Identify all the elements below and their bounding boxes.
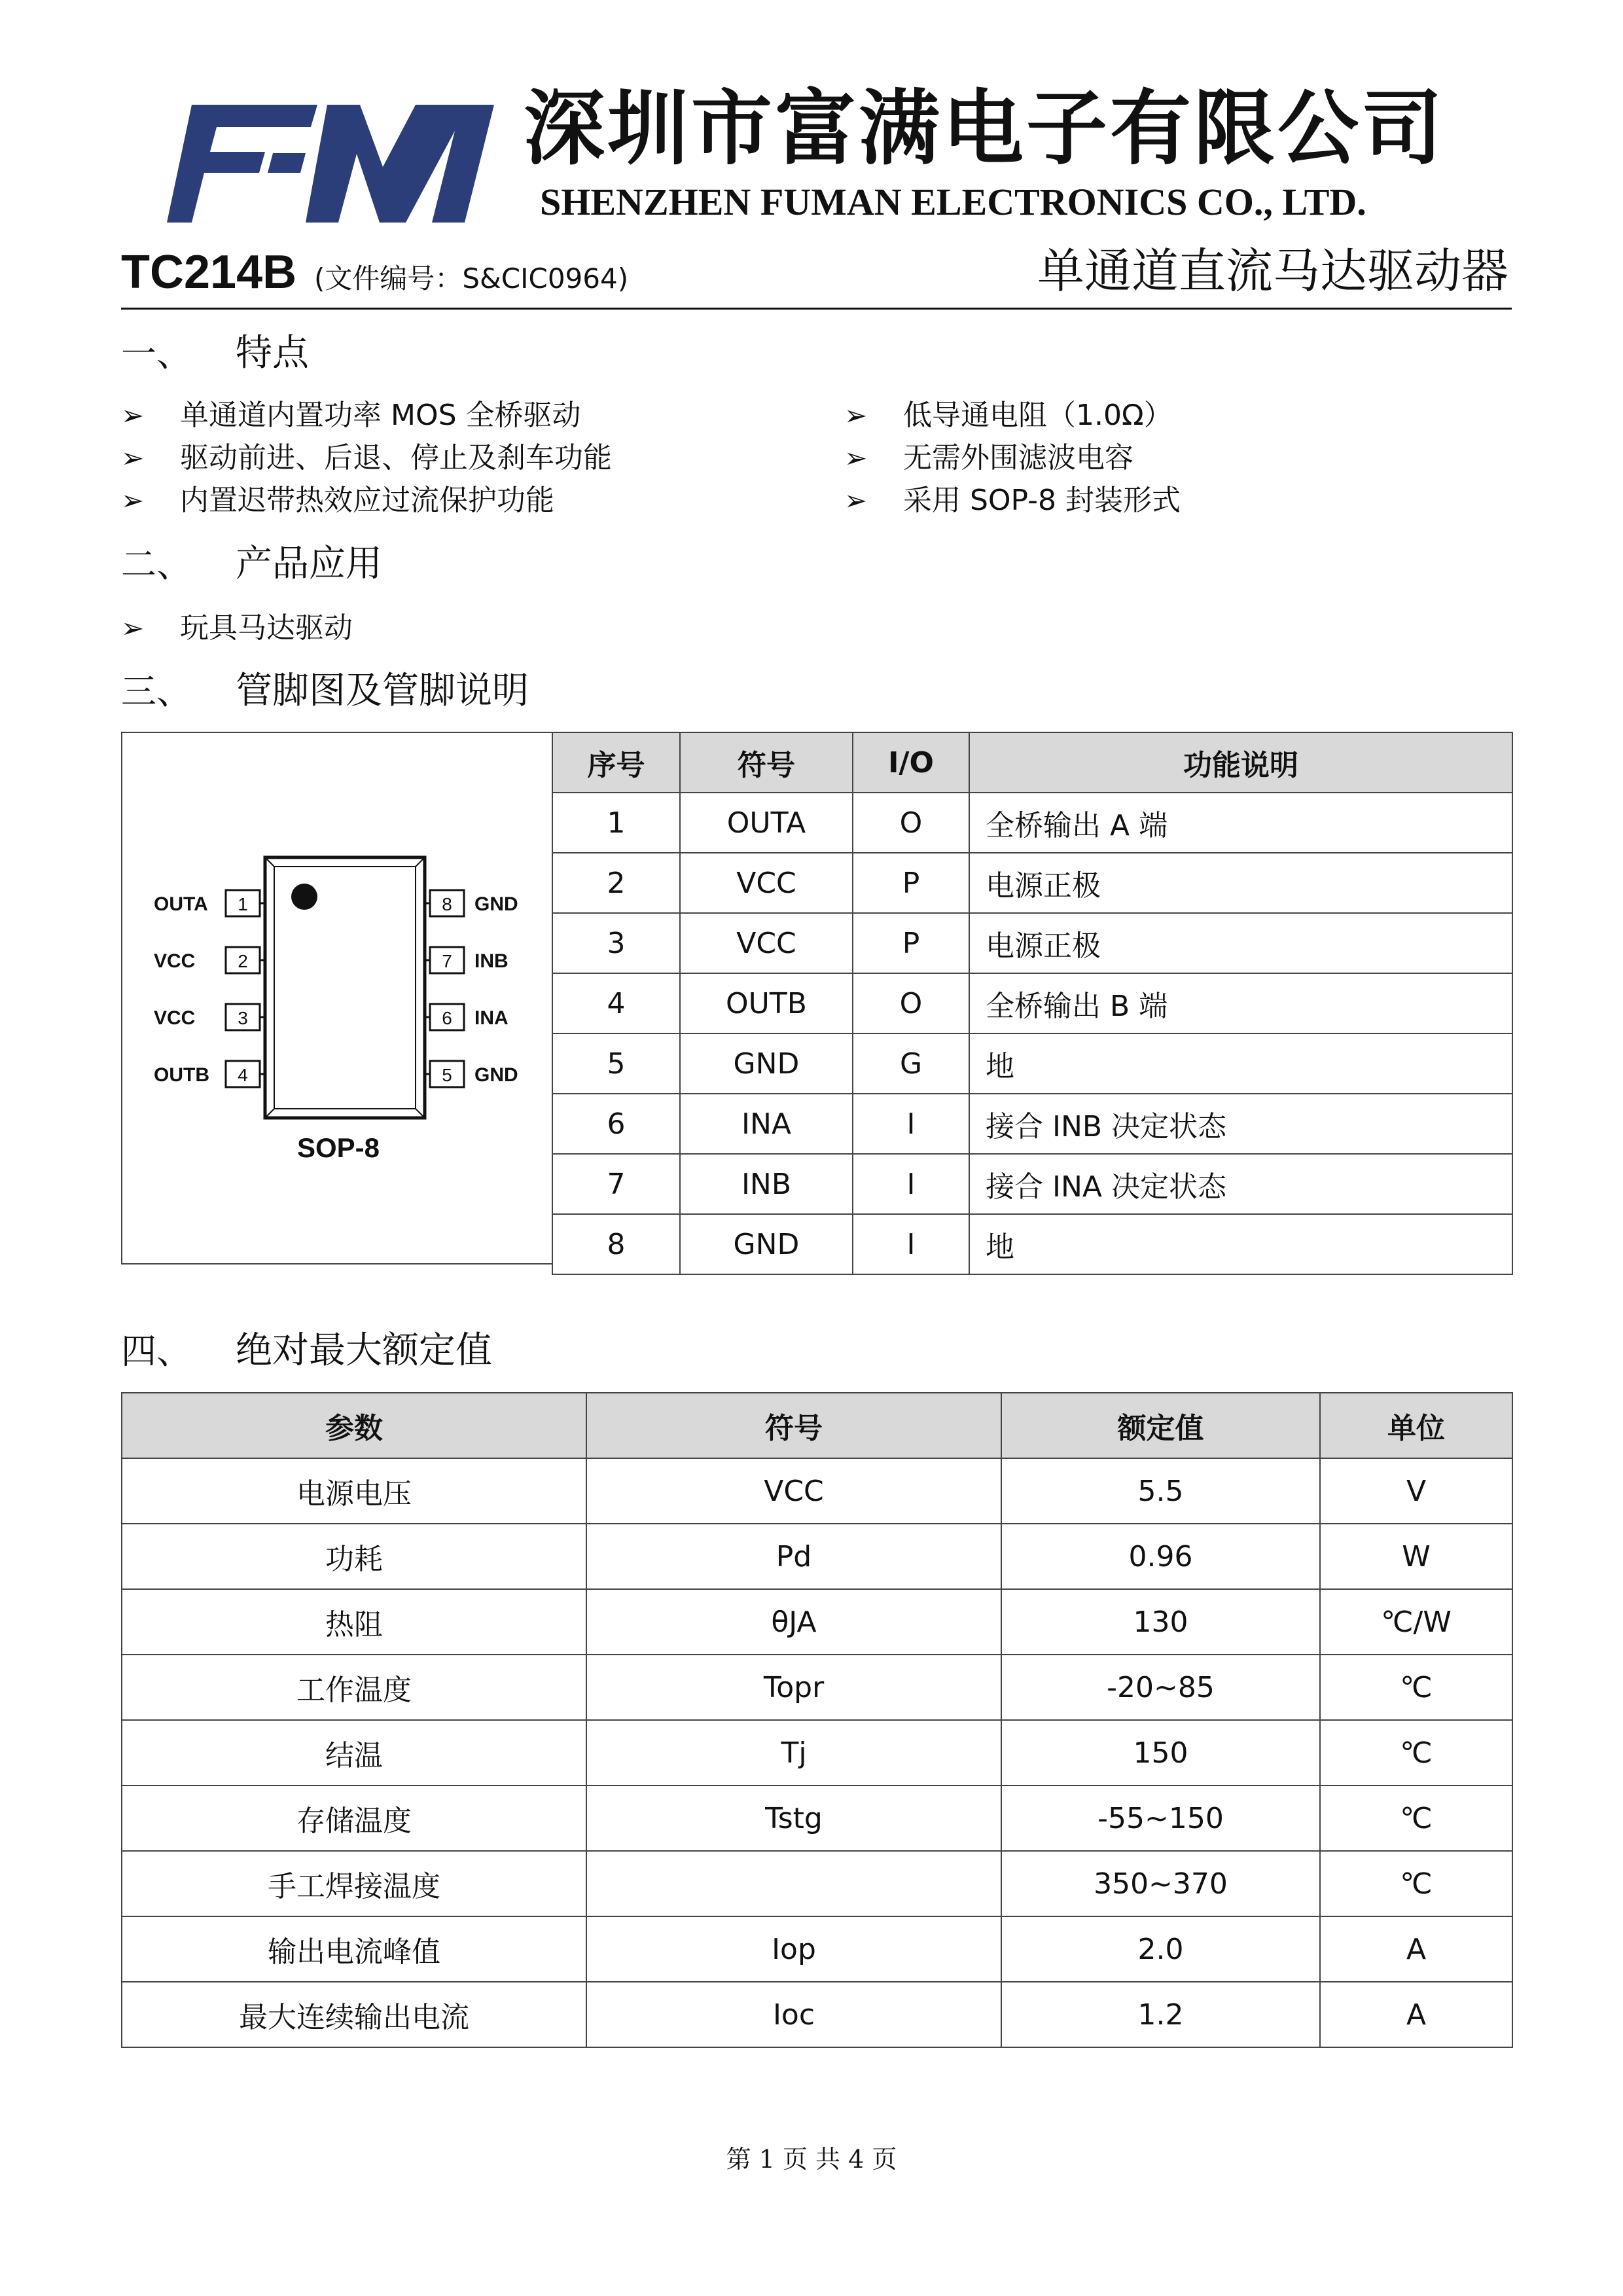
section-title-features: 特点 [236, 332, 309, 374]
pin-name: OUTB [154, 1064, 209, 1086]
pin-number: 4 [238, 1065, 248, 1085]
pin-number: 7 [442, 951, 452, 971]
pin-name: GND [474, 893, 518, 915]
table-row: 手工焊接温度 350~370 ℃ [122, 1851, 1512, 1916]
section-title-ratings: 绝对最大额定值 [236, 1329, 492, 1372]
pin-number: 6 [442, 1008, 452, 1028]
pin-number: 8 [442, 894, 452, 914]
pin-number: 5 [442, 1065, 452, 1085]
column-header: 符号 [586, 1393, 1001, 1458]
feature-item: ➢ 采用 SOP-8 封装形式 [844, 484, 1181, 517]
pin-description-table [552, 732, 1513, 1275]
table-row: 6 INA I 接合 INB 决定状态 [552, 1094, 1512, 1154]
table-row: 4 OUTB O 全桥输出 B 端 [552, 973, 1512, 1033]
table-row: 2 VCC P 电源正极 [552, 853, 1512, 913]
arrow-bullet-icon: ➢ [844, 399, 868, 431]
feature-item: ➢ 低导通电阻（1.0Ω） [844, 399, 1173, 432]
pin-name: INB [474, 950, 508, 972]
section-number: 二、 [121, 544, 192, 585]
table-row: 工作温度 Topr -20~85 ℃ [122, 1655, 1512, 1720]
table-header-row [552, 732, 1512, 793]
absolute-max-ratings-table [121, 1392, 1513, 2048]
table-row: 7 INB I 接合 INA 决定状态 [552, 1154, 1512, 1214]
table-header-row [122, 1393, 1512, 1458]
pin-name: VCC [154, 1007, 196, 1029]
pin-name: GND [474, 1064, 518, 1086]
header-divider [121, 308, 1512, 310]
sop8-pinout-diagram [122, 733, 552, 1263]
table-row: 1 OUTA O 全桥输出 A 端 [552, 793, 1512, 853]
column-header: 额定值 [1001, 1393, 1320, 1458]
arrow-bullet-icon: ➢ [844, 442, 868, 474]
table-row: 输出电流峰值 Iop 2.0 A [122, 1916, 1512, 1982]
pin-number: 2 [238, 951, 248, 971]
feature-item: ➢ 单通道内置功率 MOS 全桥驱动 [121, 399, 581, 432]
table-row: 最大连续输出电流 Ioc 1.2 A [122, 1982, 1512, 2047]
table-row: 热阻 θJA 130 ℃/W [122, 1589, 1512, 1655]
section-number: 一、 [121, 333, 192, 374]
section-title-pins: 管脚图及管脚说明 [236, 670, 529, 712]
company-name-en: SHENZHEN FUMAN ELECTRONICS CO., LTD. [540, 181, 1366, 223]
table-row: 5 GND G 地 [552, 1033, 1512, 1094]
column-header: 功能说明 [969, 732, 1512, 793]
feature-item: ➢ 内置迟带热效应过流保护功能 [121, 484, 554, 517]
column-header: 序号 [552, 732, 680, 793]
arrow-bullet-icon: ➢ [121, 484, 145, 516]
table-row: 3 VCC P 电源正极 [552, 913, 1512, 973]
section-number: 四、 [121, 1331, 192, 1372]
column-header: 参数 [122, 1393, 586, 1458]
arrow-bullet-icon: ➢ [121, 612, 145, 644]
table-row: 功耗 Pd 0.96 W [122, 1524, 1512, 1589]
column-header: I/O [853, 732, 969, 793]
column-header: 符号 [680, 732, 853, 793]
pin-diagram-box [121, 732, 553, 1265]
pin-number: 1 [238, 894, 248, 914]
column-header: 单位 [1320, 1393, 1512, 1458]
pin-number: 3 [238, 1008, 248, 1028]
page-number: 第 1 页 共 4 页 [726, 2145, 897, 2174]
arrow-bullet-icon: ➢ [121, 442, 145, 474]
arrow-bullet-icon: ➢ [844, 484, 868, 516]
company-name-cn: 深圳市富满电子有限公司 [524, 81, 1446, 176]
table-row: 8 GND I 地 [552, 1214, 1512, 1274]
pin-name: VCC [154, 950, 196, 972]
section-title-applications: 产品应用 [236, 543, 382, 585]
feature-item: ➢ 无需外围滤波电容 [844, 441, 1133, 475]
document-title: 单通道直流马达驱动器 [1037, 243, 1508, 298]
pin-name: OUTA [154, 893, 208, 915]
application-item: ➢ 玩具马达驱动 [121, 611, 353, 645]
table-row: 电源电压 VCC 5.5 V [122, 1458, 1512, 1524]
table-row: 结温 Tj 150 ℃ [122, 1720, 1512, 1785]
document-number: (文件编号：S&CIC0964) [314, 262, 629, 295]
package-label: SOP-8 [296, 1132, 380, 1163]
table-row: 存储温度 Tstg -55~150 ℃ [122, 1785, 1512, 1851]
arrow-bullet-icon: ➢ [121, 399, 145, 431]
model-number: TC214B [121, 246, 297, 298]
pin-name: INA [474, 1007, 508, 1029]
chip-body [265, 857, 425, 1118]
pin1-marker-icon [291, 884, 317, 910]
section-number: 三、 [121, 671, 192, 712]
fm-logo [167, 105, 494, 223]
feature-item: ➢ 驱动前进、后退、停止及刹车功能 [121, 441, 612, 475]
